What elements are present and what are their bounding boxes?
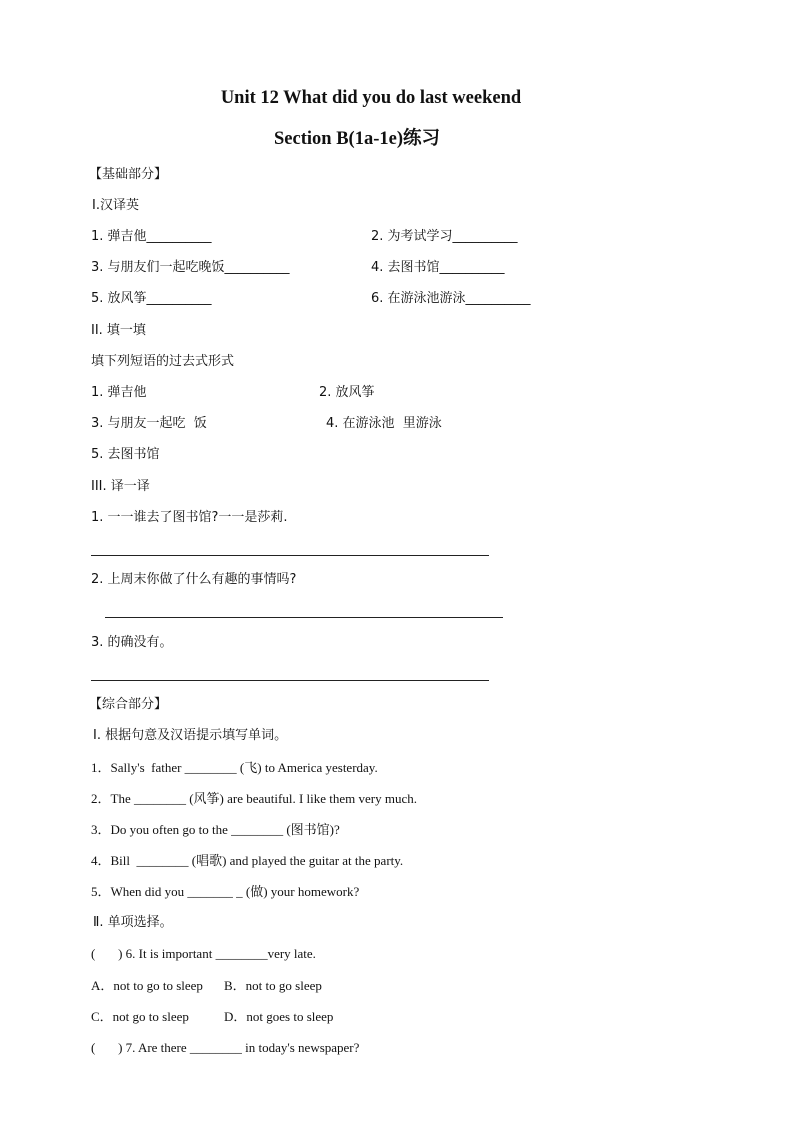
comprehensive-part2-heading: Ⅱ. 单项选择。: [93, 915, 173, 930]
question-6: ( ) 6. It is important ________very late.: [91, 946, 316, 961]
basic-section-header: 【基础部分】: [89, 167, 168, 182]
comprehensive-part1-item: 2．The ________ (风筝) are beautiful. I like them very much.: [91, 791, 417, 806]
comprehensive-section-header: 【综合部分】: [89, 697, 168, 712]
comprehensive-part1-heading: Ⅰ. 根据句意及汉语提示填写单词。: [93, 728, 288, 743]
answer-line: [91, 680, 489, 681]
option-c: C．not go to sleep: [91, 1009, 189, 1024]
option-b: B．not to go sleep: [224, 978, 322, 993]
comprehensive-part1-item: 3．Do you often go to the ________ (图书馆)?: [91, 822, 340, 837]
basic-part2-heading: II. 填一填: [91, 323, 146, 338]
answer-line: [105, 617, 503, 618]
basic-part1-item: 3. 与朋友们一起吃晚饭__________: [91, 260, 290, 275]
basic-part1-heading: Ⅰ.汉译英: [92, 198, 139, 213]
option-a: A．not to go to sleep: [91, 978, 203, 993]
page-title: Unit 12 What did you do last weekend: [220, 88, 522, 108]
question-7: ( ) 7. Are there ________ in today's newspaper?: [91, 1040, 360, 1055]
basic-part1-item: 2. 为考试学习__________: [371, 229, 518, 244]
basic-part2-item: 1. 弹吉他: [91, 385, 147, 400]
basic-part3-item: 3. 的确没有。: [91, 635, 173, 650]
basic-part3-item: 1. 一一谁去了图书馆?一一是莎莉.: [91, 510, 288, 525]
basic-part1-item: 4. 去图书馆__________: [371, 260, 505, 275]
page-subtitle: Section B(1a-1e)练习: [274, 129, 440, 149]
answer-line: [91, 555, 489, 556]
basic-part2-item: 4. 在游泳池 里游泳: [326, 416, 442, 431]
basic-part2-item: 2. 放风筝: [319, 385, 375, 400]
basic-part3-item: 2. 上周末你做了什么有趣的事情吗?: [91, 572, 297, 587]
comprehensive-part1-item: 5．When did you _______ _ (做) your homework?: [91, 884, 360, 899]
basic-part2-item: 3. 与朋友一起吃 饭: [91, 416, 207, 431]
basic-part3-heading: III. 译一译: [91, 479, 150, 494]
option-d: D．not goes to sleep: [224, 1009, 334, 1024]
comprehensive-part1-item: 4．Bill ________ (唱歌) and played the guitar at the party.: [91, 853, 404, 868]
basic-part2-item: 5. 去图书馆: [91, 447, 160, 462]
basic-part1-item: 5. 放风筝__________: [91, 291, 212, 306]
basic-part2-instruction: 填下列短语的过去式形式: [91, 354, 235, 369]
basic-part1-item: 6. 在游泳池游泳__________: [371, 291, 531, 306]
basic-part1-item: 1. 弹吉他__________: [91, 229, 212, 244]
comprehensive-part1-item: 1．Sally's father ________ (飞) to America yesterday.: [91, 760, 378, 775]
